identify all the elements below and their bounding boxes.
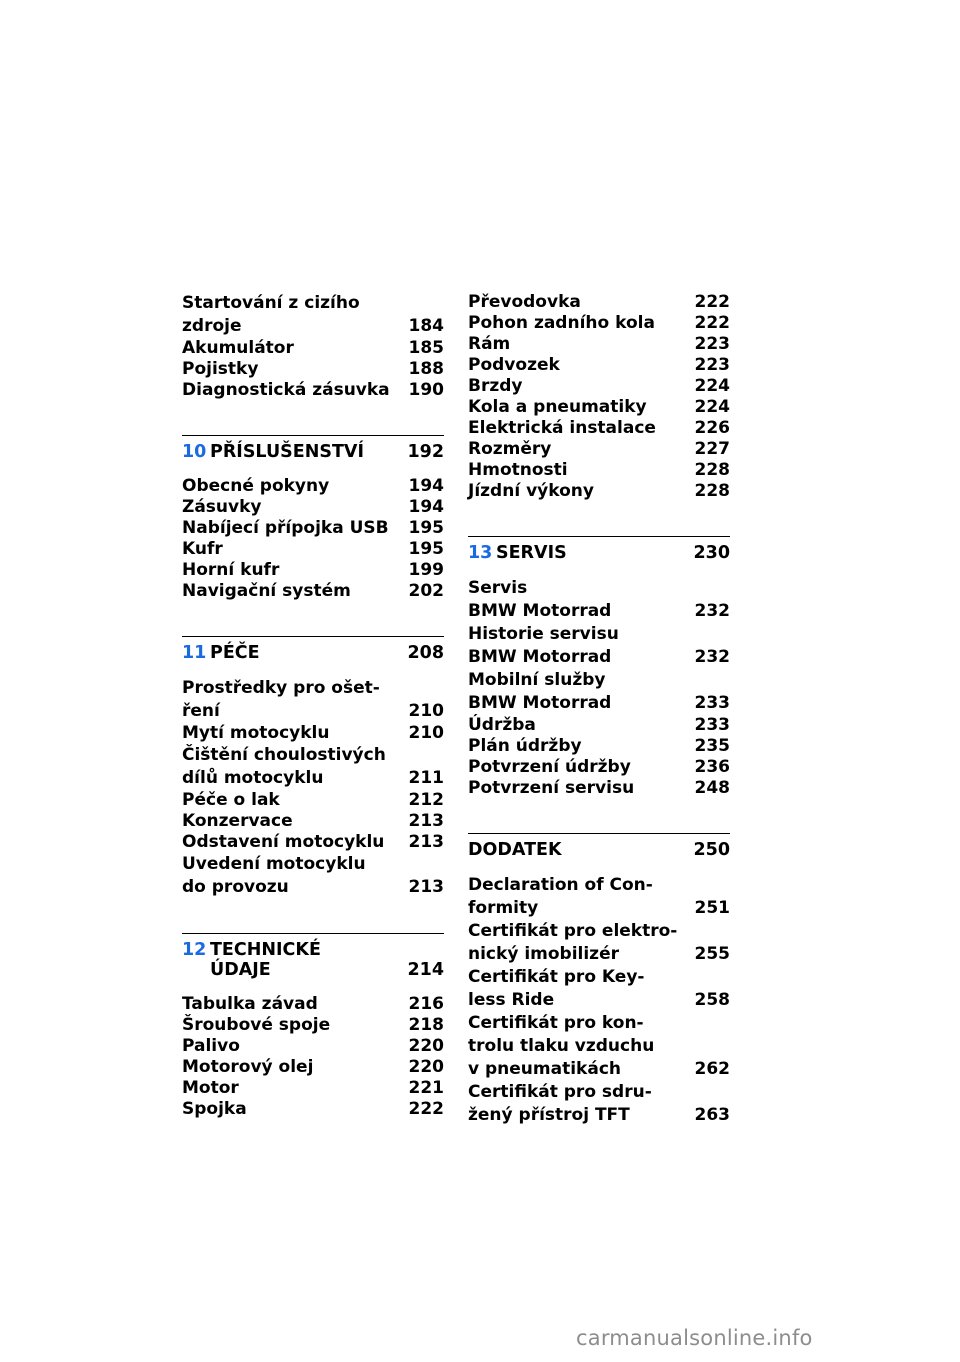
toc-entry-title-line: Konzervace	[182, 811, 293, 831]
toc-entry-title-line: trolu tlaku vzduchu	[468, 1036, 655, 1056]
toc-entry-title-line: Údržba	[468, 715, 536, 735]
toc-entry-title	[468, 757, 695, 778]
toc-left-column	[182, 292, 444, 1120]
toc-entry[interactable]	[468, 439, 730, 460]
toc-entry-page: 223	[694, 334, 730, 354]
toc-entry-page: 190	[408, 380, 444, 400]
toc-entry-title-line: Brzdy	[468, 376, 523, 396]
toc-entry[interactable]	[468, 623, 730, 669]
toc-entry-page: 185	[408, 338, 444, 358]
toc-entry-page: 184	[408, 316, 444, 336]
toc-entry-title	[182, 1078, 409, 1099]
toc-entry-page: 210	[408, 723, 444, 743]
toc-entry[interactable]	[182, 1057, 444, 1078]
chapter-number: 10	[182, 442, 207, 462]
toc-entry-title	[182, 1036, 409, 1057]
toc-entry-title	[182, 292, 409, 338]
toc-entry-title-line: Převodovka	[468, 292, 581, 312]
toc-entry-page: 224	[694, 397, 730, 417]
toc-entry-title-line: Akumulátor	[182, 338, 294, 358]
toc-entry[interactable]	[468, 355, 730, 376]
toc-block	[468, 292, 730, 502]
toc-right-column	[468, 292, 730, 1127]
toc-entry-title-line: Certifikát pro kon-	[468, 1013, 644, 1033]
toc-entry-title	[468, 715, 695, 736]
toc-entry-page: 228	[694, 481, 730, 501]
toc-entry-title-line: dílů motocyklu	[182, 768, 324, 788]
toc-entry-title	[468, 334, 695, 355]
toc-entry[interactable]	[182, 1015, 444, 1036]
toc-entry-title-line: Spojka	[182, 1099, 247, 1119]
toc-entry[interactable]	[468, 669, 730, 715]
toc-entry-title-line: Diagnostická zásuvka	[182, 380, 390, 400]
toc-entry-page: 233	[694, 715, 730, 735]
toc-entry-page: 188	[408, 359, 444, 379]
chapter-title: DODATEK	[468, 840, 562, 860]
toc-entry-title-line: Servis	[468, 578, 528, 598]
toc-entry-title-line: Startování z cizího	[182, 293, 360, 313]
toc-entry-title	[182, 723, 409, 744]
toc-entry-title	[468, 1081, 695, 1127]
chapter-number: 13	[468, 543, 493, 563]
toc-entry-page: 220	[408, 1036, 444, 1056]
toc-entry-title-line: Declaration of Con-	[468, 875, 653, 895]
toc-entry[interactable]	[182, 338, 444, 359]
chapter-heading-13[interactable]	[468, 536, 730, 563]
chapter-title	[210, 940, 321, 980]
toc-entry-title	[182, 790, 409, 811]
watermark: carmanualsonline.info	[576, 1326, 813, 1350]
toc-entry-title-line: Certifikát pro elektro-	[468, 921, 678, 941]
toc-entry-page: 220	[408, 1057, 444, 1077]
chapter-title: PŘÍSLUŠENSTVÍ	[210, 442, 364, 462]
toc-entry-page: 199	[408, 560, 444, 580]
toc-entry[interactable]	[468, 577, 730, 623]
toc-entry-title-line: Rám	[468, 334, 511, 354]
chapter-heading-10[interactable]	[182, 435, 444, 462]
toc-entry-title-line: Potvrzení servisu	[468, 778, 635, 798]
toc-entry-title-line: Zásuvky	[182, 497, 262, 517]
toc-entry-page: 224	[694, 376, 730, 396]
toc-entry[interactable]	[182, 497, 444, 518]
toc-entry-title	[182, 994, 409, 1015]
toc-entry-title	[182, 497, 409, 518]
toc-entry-title	[468, 460, 695, 481]
toc-entry-page: 194	[408, 497, 444, 517]
toc-entry-title	[468, 439, 695, 460]
toc-entry-title-line: Certifikát pro Key-	[468, 967, 645, 987]
toc-entry-title-line: Horní kufr	[182, 560, 280, 580]
toc-entry-page: 222	[408, 1099, 444, 1119]
toc-entry-page: 221	[408, 1078, 444, 1098]
toc-entry[interactable]	[182, 292, 444, 338]
toc-entry[interactable]	[182, 853, 444, 899]
toc-entry-page: 195	[408, 518, 444, 538]
toc-entry-title	[468, 355, 695, 376]
toc-entry-title	[468, 418, 695, 439]
toc-entry-title	[182, 1057, 409, 1078]
toc-entry-title	[468, 874, 695, 920]
toc-entry-title-line: Plán údržby	[468, 736, 582, 756]
chapter-title-line: ÚDAJE	[210, 960, 271, 980]
toc-entry-title-line: Šroubové spoje	[182, 1015, 331, 1035]
toc-entry[interactable]	[182, 1036, 444, 1057]
toc-entry-title-line: BMW Motorrad	[468, 647, 612, 667]
toc-entry-page: 211	[408, 768, 444, 788]
toc-entry-title-line: Mobilní služby	[468, 670, 606, 690]
toc-entry-title-line: Péče o lak	[182, 790, 280, 810]
toc-entry-title-line: BMW Motorrad	[468, 693, 612, 713]
chapter-heading-12[interactable]	[182, 933, 444, 980]
toc-entry-title	[468, 623, 695, 669]
toc-entry-page: 213	[408, 877, 444, 897]
toc-entry-title-line: Hmotnosti	[468, 460, 568, 480]
toc-block	[182, 994, 444, 1120]
toc-entry-page: 232	[694, 601, 730, 621]
toc-entry-title-line: Tabulka závad	[182, 994, 318, 1014]
toc-entry-title	[182, 811, 409, 832]
toc-entry[interactable]	[182, 994, 444, 1015]
toc-entry-title-line: Rozměry	[468, 439, 552, 459]
toc-entry-title-line: Potvrzení údržby	[468, 757, 631, 777]
toc-entry-title	[182, 338, 409, 359]
toc-entry-title	[182, 744, 409, 790]
toc-entry-page: 212	[408, 790, 444, 810]
toc-block	[182, 476, 444, 602]
toc-block	[182, 292, 444, 401]
toc-entry-title	[182, 359, 409, 380]
toc-entry-title	[468, 376, 695, 397]
chapter-page: 230	[693, 543, 730, 563]
toc-entry-title-line: žený přístroj TFT	[468, 1105, 630, 1125]
toc-entry-title	[468, 966, 695, 1012]
toc-entry[interactable]	[468, 376, 730, 397]
toc-entry-title-line: Kufr	[182, 539, 223, 559]
toc-entry-title	[182, 476, 409, 497]
toc-entry-title-line: Elektrická instalace	[468, 418, 656, 438]
toc-entry[interactable]	[182, 744, 444, 790]
toc-entry[interactable]	[182, 1078, 444, 1099]
chapter-page: 250	[693, 840, 730, 860]
toc-entry-title-line: Motorový olej	[182, 1057, 314, 1077]
toc-entry-title-line: Jízdní výkony	[468, 481, 594, 501]
toc-entry[interactable]	[182, 476, 444, 497]
toc-entry-title	[182, 832, 409, 853]
toc-entry-title-line: ření	[182, 701, 220, 721]
toc-entry-title	[182, 677, 409, 723]
toc-entry-title-line: Čištění choulostivých	[182, 745, 386, 765]
toc-entry-page: 227	[694, 439, 730, 459]
toc-entry-title-line: Odstavení motocyklu	[182, 832, 385, 852]
toc-entry-page: 210	[408, 701, 444, 721]
toc-entry-page: 222	[694, 292, 730, 312]
toc-entry-page: 258	[694, 990, 730, 1010]
toc-entry-page: 213	[408, 832, 444, 852]
toc-block	[468, 874, 730, 1127]
toc-entry-title-line: Pohon zadního kola	[468, 313, 655, 333]
chapter-title: SERVIS	[496, 543, 567, 563]
toc-entry-title-line: Historie servisu	[468, 624, 619, 644]
toc-entry-page: 202	[408, 581, 444, 601]
toc-entry[interactable]	[468, 966, 730, 1012]
appendix-heading[interactable]	[468, 833, 730, 860]
toc-entry[interactable]	[182, 832, 444, 853]
toc-entry-title-line: Obecné pokyny	[182, 476, 330, 496]
chapter-page: 214	[407, 960, 444, 980]
toc-entry[interactable]	[182, 518, 444, 539]
chapter-page: 208	[407, 643, 444, 663]
toc-entry-title	[182, 560, 409, 581]
toc-entry-page: 213	[408, 811, 444, 831]
toc-entry[interactable]	[182, 581, 444, 602]
toc-entry-page: 216	[408, 994, 444, 1014]
toc-entry[interactable]	[468, 736, 730, 757]
toc-entry-title-line: formity	[468, 898, 539, 918]
toc-entry-title	[182, 380, 409, 401]
toc-entry-title	[468, 481, 695, 502]
toc-entry-page: 223	[694, 355, 730, 375]
toc-entry[interactable]	[468, 460, 730, 481]
toc-entry-title	[468, 736, 695, 757]
toc-entry[interactable]	[468, 418, 730, 439]
toc-entry-title-line: BMW Motorrad	[468, 601, 612, 621]
toc-entry[interactable]	[468, 481, 730, 502]
toc-entry-title	[468, 397, 695, 418]
toc-entry-title-line: Motor	[182, 1078, 239, 1098]
toc-entry[interactable]	[468, 757, 730, 778]
toc-entry-page: 232	[694, 647, 730, 667]
toc-entry[interactable]	[182, 677, 444, 723]
toc-entry-title-line: Prostředky pro ošet-	[182, 678, 380, 698]
toc-entry[interactable]	[182, 723, 444, 744]
toc-entry[interactable]	[468, 397, 730, 418]
toc-block	[182, 677, 444, 899]
toc-entry-page: 235	[694, 736, 730, 756]
toc-entry-title	[468, 920, 695, 966]
toc-entry-page: 195	[408, 539, 444, 559]
toc-entry-title	[182, 853, 409, 899]
toc-entry-page: 248	[694, 778, 730, 798]
toc-entry-page: 255	[694, 944, 730, 964]
chapter-number: 11	[182, 643, 207, 663]
toc-entry-title	[182, 539, 409, 560]
toc-entry-title-line: v pneumatikách	[468, 1059, 621, 1079]
toc-entry-title-line: Kola a pneumatiky	[468, 397, 647, 417]
toc-entry-title	[182, 1099, 409, 1120]
toc-entry[interactable]	[182, 811, 444, 832]
toc-entry-page: 228	[694, 460, 730, 480]
toc-entry-page: 262	[694, 1059, 730, 1079]
chapter-number: 12	[182, 940, 207, 960]
toc-entry-title-line: Uvedení motocyklu	[182, 854, 366, 874]
toc-entry[interactable]	[468, 778, 730, 799]
toc-entry-page: 233	[694, 693, 730, 713]
toc-entry[interactable]	[182, 790, 444, 811]
toc-entry[interactable]	[182, 539, 444, 560]
toc-entry-title	[468, 669, 695, 715]
toc-entry-title-line: Navigační systém	[182, 581, 351, 601]
toc-entry-title-line: zdroje	[182, 316, 242, 336]
toc-entry-title	[468, 778, 695, 799]
toc-entry[interactable]	[468, 874, 730, 920]
toc-entry[interactable]	[468, 715, 730, 736]
toc-entry-page: 226	[694, 418, 730, 438]
toc-entry-page: 236	[694, 757, 730, 777]
chapter-page: 192	[407, 442, 444, 462]
chapter-title-line: TECHNICKÉ	[210, 940, 321, 960]
toc-entry[interactable]	[468, 920, 730, 966]
toc-entry[interactable]	[468, 1081, 730, 1127]
toc-entry-page: 194	[408, 476, 444, 496]
toc-entry[interactable]	[182, 560, 444, 581]
toc-entry-title	[182, 518, 409, 539]
toc-entry[interactable]	[468, 334, 730, 355]
toc-entry-title-line: Pojistky	[182, 359, 259, 379]
toc-entry-title-line: less Ride	[468, 990, 555, 1010]
toc-entry-title	[468, 1012, 695, 1081]
toc-entry-title-line: Palivo	[182, 1036, 240, 1056]
toc-entry[interactable]	[468, 292, 730, 313]
toc-entry-page: 251	[694, 898, 730, 918]
toc-entry-title	[468, 292, 695, 313]
toc-entry[interactable]	[468, 1012, 730, 1081]
toc-entry-page: 218	[408, 1015, 444, 1035]
toc-entry-title	[468, 313, 695, 334]
toc-entry-title-line: Certifikát pro sdru-	[468, 1082, 652, 1102]
toc-entry-title	[468, 577, 695, 623]
toc-entry-title-line: Mytí motocyklu	[182, 723, 330, 743]
toc-entry-title-line: Podvozek	[468, 355, 560, 375]
toc-block	[468, 577, 730, 799]
toc-entry-title-line: nický imobilizér	[468, 944, 619, 964]
chapter-title: PÉČE	[210, 643, 260, 663]
toc-entry-title-line: Nabíjecí přípojka USB	[182, 518, 389, 538]
toc-entry-title-line: do provozu	[182, 877, 289, 897]
toc-entry[interactable]	[468, 313, 730, 334]
toc-entry[interactable]	[182, 1099, 444, 1120]
toc-entry-page: 222	[694, 313, 730, 333]
toc-entry-title	[182, 581, 409, 602]
toc-entry[interactable]	[182, 380, 444, 401]
toc-entry[interactable]	[182, 359, 444, 380]
chapter-heading-11[interactable]	[182, 636, 444, 663]
toc-entry-page: 263	[694, 1105, 730, 1125]
toc-entry-title	[182, 1015, 409, 1036]
